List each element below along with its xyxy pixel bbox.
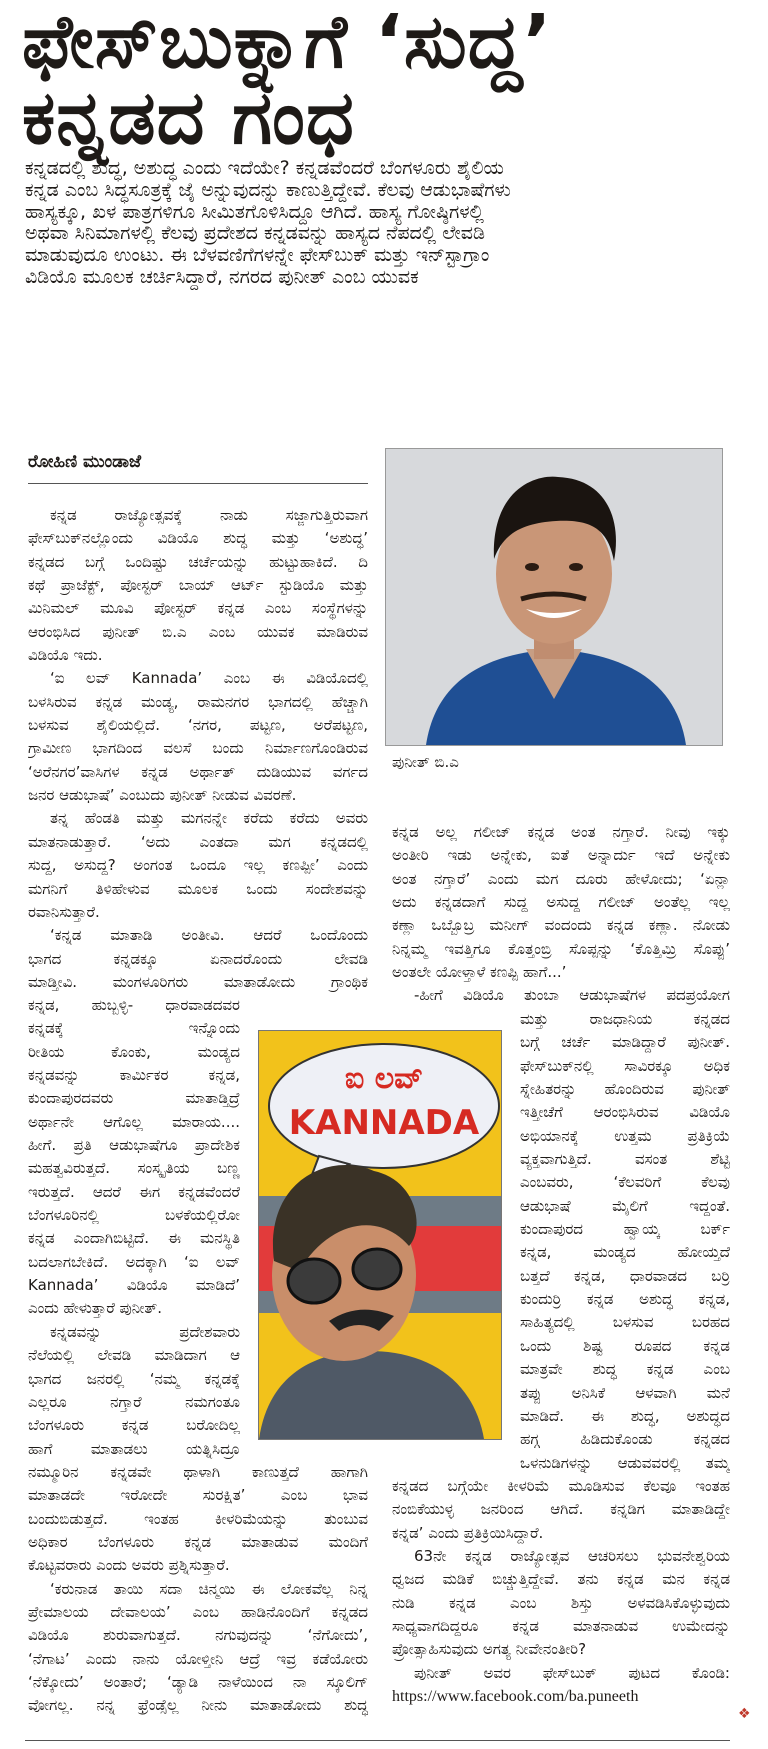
article-line: ಮಾತ್ರವೇ ಶುದ್ಧ ಕನ್ನಡ ಎಂಬ	[520, 1360, 730, 1379]
article-line: ಕನ್ನಡದ ಬಗ್ಗೆ ಒಂದಿಷ್ಟು ಚರ್ಚೆಯನ್ನು ಹುಟ್ಟುಹಾಕಿದೆ. ದಿ	[28, 552, 368, 571]
article-line: ವ್ಯಕ್ತವಾಗುತ್ತಿದೆ. ವಸಂತ ಶೆಟ್ಟಿ	[520, 1150, 730, 1169]
headline-line-1: ಫೇಸ್‌ಬುಕ್ನಾಗೆ ‘ಸುದ್ದ’	[22, 0, 553, 85]
article-line: ಎಂದು ಹೇಳುತ್ತಾರೆ ಪುನೀತ್.	[28, 1299, 163, 1318]
article-line: ಭಾಗದ ಕನ್ನಡಕ್ಕೂ ಏನಾದರೊಂದು ಲೇವಡಿ	[28, 949, 368, 968]
left-column-text-top	[28, 504, 368, 994]
article-line: ಕೊಟ್ಟವರಾರು ಎಂದು ಅವರು ಪ್ರಶ್ನಿಸುತ್ತಾರೆ.	[28, 1556, 230, 1575]
article-line: ವಿಡಿಯೊ ಶುರುವಾಗುತ್ತದೆ. ನಗುವುದನ್ನು ‘ನೆಗೋದು’,	[28, 1626, 368, 1645]
article-line: ಸಾಹಿತ್ಯದಲ್ಲಿ ಬಳಸುವ ಬರಹದ	[520, 1313, 730, 1332]
article-line: ಕುಂದಾಪುರದವರು ಮಾತಾಡ್ತಿದ್ರೆ	[28, 1089, 240, 1108]
article-line: ‘ಐ ಲವ್ Kannada’ ಎಂಬ ಈ ವಿಡಿಯೊದಲ್ಲಿ	[50, 669, 368, 688]
article-line: ವೋಗಲ್ಲ. ನನ್ನ ಫ್ರೆಂಡ್ಸೆಲ್ಲ ನೀನು ಮಾತಾಡೋದು ಶುದ್ಧ	[28, 1696, 368, 1715]
article-line: ಮತ್ತು ರಾಜಧಾನಿಯ ಕನ್ನಡದ	[520, 1010, 730, 1028]
article-line: ಅಂತಲೇ ಯೋಳ್ತಾಳೆ ಕಣಪ್ಪಿ ಹಾಗೆ...’	[392, 963, 567, 982]
article-line: ಆರಂಭಿಸಿದ ಪುನೀತ್ ಬಿ.ಎ ಎಂಬ ಯುವಕ ಮಾಡಿರುವ	[28, 622, 368, 641]
article-line: ಅಭಿಯಾನಕ್ಕೆ ಉತ್ತಮ ಪ್ರತಿಕ್ರಿಯೆ	[520, 1126, 730, 1145]
article-line: ಹಗ್ಗ ಹಿಡಿದುಕೊಂಡು ಕನ್ನಡದ	[520, 1430, 730, 1449]
left-column-text-bottom	[28, 1461, 368, 1718]
article-line: ಕನ್ನಡ, ಮಂಡ್ಯದ ಹೋಯ್ತದೆ	[520, 1243, 730, 1262]
article-line: ಸಾಧ್ಯವಾಗದಿದ್ದರೂ ಕನ್ನಡ ಮಾತನಾಡುವ ಉಮೇದನ್ನು	[392, 1617, 730, 1636]
article-line: ಬಳಸುವ ಶೈಲಿಯಲ್ಲಿದೆ. ‘ನಗರ, ಪಟ್ಟಣ, ಅರೆಪಟ್ಟಣ,	[28, 716, 368, 735]
article-line: ಜನರ ಆಡುಭಾಷೆ’ ಎಂಬುದು ಪುನೀತ್ ನೀಡುವ ವಿವರಣೆ.	[28, 786, 297, 805]
article-line: ಎಲ್ಲರೂ ನಗ್ತಾರೆ ನಮಗಂತೂ	[28, 1392, 240, 1411]
illustration-text-kannada: KANNADA	[288, 1103, 480, 1143]
article-line: ಅಂತೀರಿ ಇಡು ಅನ್ನೇಕು, ಐತೆ ಅನ್ನಾರ್ದು ಇದೆ ಅನ್ನೇಕು	[392, 846, 730, 865]
article-line: ಕನ್ನಡ’ ಎಂದು ಪ್ರತಿಕ್ರಿಯಿಸಿದ್ದಾರೆ.	[392, 1523, 544, 1542]
deck-line: ಮಾಡುವುದೂ ಉಂಟು. ಈ ಬೆಳವಣಿಗೆಗಳನ್ನೇ ಫೇಸ್‌ಬುಕ್ ಮತ್ತು ಇನ್‌ಸ್ಟಾಗ್ರಾಂ	[25, 244, 490, 267]
article-line: ಅರ್ಥಾನೇ ಆಗೊಲ್ಲ ಮಾರಾಯ....	[28, 1112, 240, 1131]
article-line: ಕುಂದುರ್ರಿ ಕನ್ನಡ ಅಶುದ್ಧ ಕನ್ನಡ,	[520, 1290, 730, 1309]
byline: ರೋಹಿಣಿ ಮುಂಡಾಜೆ	[28, 452, 142, 472]
article-line: ‘ನೆಗಾಟ’ ಎಂದು ನಾನು ಯೋಳ್ತೀನಿ ಆದ್ರೆ ಇವ್ರ ಕಡೆಯೋರು	[28, 1649, 368, 1668]
article-line: ಇರುತ್ತದೆ. ಆದರೆ ಈಗ ಕನ್ನಡವೆಂದರೆ	[28, 1182, 240, 1201]
article-line: ‘ಕರುನಾಡ ತಾಯಿ ಸದಾ ಚಿನ್ಮಯಿ ಈ ಲೋಕವೆಲ್ಲ ನಿನ್ನ	[50, 1579, 368, 1598]
illustration-text-i-love: ಐ ಲವ್	[344, 1061, 424, 1096]
article-line: ಇತ್ತೀಚೆಗೆ ಆರಂಭಿಸಿರುವ ವಿಡಿಯೊ	[520, 1103, 730, 1122]
article-line: ಕನ್ನಡ ರಾಜ್ಯೋತ್ಸವಕ್ಕೆ ನಾಡು ಸಜ್ಜಾಗುತ್ತಿರುವಾಗ	[50, 506, 368, 524]
article-line: ಪ್ರೋತ್ಸಾಹಿಸುವುದು ಅಗತ್ಯ ನೀವೇನಂತೀರಿ?	[392, 1640, 587, 1659]
article-line: ಒಂದು ಶಿಷ್ಟ ರೂಪದ ಕನ್ನಡ	[520, 1336, 730, 1355]
article-line: ಕನ್ನಡ ಎಂದಾಗಿಬಿಟ್ಟಿದೆ. ಈ ಮನಸ್ಥಿತಿ	[28, 1229, 240, 1248]
article-line: 63ನೇ ಕನ್ನಡ ರಾಜ್ಯೋತ್ಸವ ಆಚರಿಸಲು ಭುವನೇಶ್ವರಿಯ	[414, 1547, 730, 1566]
article-deck	[25, 158, 705, 289]
article-line: ತಪ್ಪು ಅನಿಸಿಕೆ ಆಳವಾಗಿ ಮನೆ	[520, 1383, 730, 1402]
left-column-text-wrapped	[28, 994, 240, 1461]
end-ornament-icon: ❖	[738, 1706, 751, 1722]
byline-divider	[28, 483, 368, 484]
article-line: ಕನ್ನಡದ ಬಗ್ಗೆಯೇ ಕೀಳರಿಮೆ ಮೂಡಿಸುವ ಕೆಲವೂ ಇಂತಹ	[392, 1477, 730, 1495]
article-line: ತನ್ನ ಹೆಂಡತಿ ಮತ್ತು ಮಗನನ್ನೇ ಕರೆದು ಕರೆದು ಅವರು	[50, 809, 368, 828]
article-line: ‘ಕನ್ನಡ ಮಾತಾಡಿ ಅಂತೀವಿ. ಆದರೆ ಒಂದೊಂದು	[50, 926, 368, 945]
headline-line-2: ಕನ್ನಡದ ಗಂಧ	[22, 75, 355, 161]
article-line: ಕನ್ನಡಕ್ಕೆ ಇನ್ನೊಂದು	[28, 1019, 240, 1038]
deck-line: ಅಥವಾ ಸಿನಿಮಾಗಳಲ್ಲಿ ಕೆಲವು ಪ್ರದೇಶದ ಕನ್ನಡವನ್ನು ಹಾಸ್ಯದ ನೆಪದಲ್ಲಿ ಲೇವಡಿ	[25, 222, 485, 245]
article-line: ಬದಲಾಗಬೇಕಿದೆ. ಅದಕ್ಕಾಗಿ ‘ಐ ಲವ್	[28, 1252, 240, 1271]
article-line: ಕಣ್ಲಾ ಒಬ್ಬೊಬ್ರ ಮನೀಗ್ ವಂದಂದು ಕನ್ನಡ ಕಣ್ಲಾ. ನೋಡು	[392, 916, 730, 935]
article-line: ಭಾಗದ ಜನರಲ್ಲಿ ‘ನಮ್ಮ ಕನ್ನಡಕ್ಕೆ	[28, 1369, 240, 1388]
deck-line: ಹಾಸ್ಯಕ್ಕೂ, ಖಳ ಪಾತ್ರಗಳಿಗೂ ಸೀಮಿತಗೊಳಿಸಿದ್ದೂ ಆಗಿದೆ. ಹಾಸ್ಯ ಗೋಷ್ಠಿಗಳಲ್ಲಿ	[25, 200, 484, 223]
article-line: Kannada’ ವಿಡಿಯೊ ಮಾಡಿದೆ’	[28, 1276, 240, 1295]
article-line: ರೀತಿಯ ಕೊಂಕು, ಮಂಡ್ಯದ	[28, 1042, 240, 1061]
article-line: ಮಾಡಿದೆ. ಈ ಶುದ್ಧ, ಅಶುದ್ಧದ	[520, 1406, 730, 1425]
article-line: ‘ಅರೆನಗರ’ವಾಸಿಗಳ ಕನ್ನಡ ಅರ್ಥಾತ್ ದುಡಿಯುವ ವರ್ಗದ	[28, 762, 368, 781]
article-line: ಗ್ರಾಮೀಣ ಭಾಗದಿಂದ ವಲಸೆ ಬಂದು ನಿರ್ಮಾಣಗೊಂಡಿರುವ	[28, 739, 368, 758]
article-line: ಒಳನುಡಿಗಳನ್ನು ಆಡುವವರಲ್ಲಿ ತಮ್ಮ	[520, 1453, 730, 1472]
article-line: ಸುದ್ದ, ಅಸುದ್ದ? ಅಂಗಂತ ಒಂದೂ ಇಲ್ಲ ಕಣಪ್ಪೀ’ ಎಂದು	[28, 856, 368, 875]
article-line: ಕನ್ನಡವನ್ನು ಕಾರ್ಮಿಕರ ಕನ್ನಡ,	[28, 1066, 240, 1085]
article-line: ನುಡಿ ಕನ್ನಡ ಎಂಬ ಶಿಸ್ತು ಅಳವಡಿಸಿಕೊಳ್ಳುವುದು	[392, 1593, 730, 1612]
article-line: ಬಂದುಬಿಡುತ್ತದೆ. ಇಂತಹ ಕೀಳರಿಮೆಯನ್ನು ತುಂಬುವ	[28, 1509, 368, 1528]
article-line: ವಿಡಿಯೊ ಇದು.	[28, 646, 103, 665]
article-line: ಹಾಗೆ ಮಾತಾಡಲು ಯತ್ನಿಸಿದ್ರೂ	[28, 1439, 240, 1458]
article-line: ನಂಬಿಕೆಯುಳ್ಳ ಜನರಿಂದ ಆಗಿದೆ. ಕನ್ನಡಿಗ ಮಾತಾಡಿದ್ದೇ	[392, 1500, 730, 1519]
article-line: ಫೇಸ್‌ಬುಕ್‌ನಲ್ಲೊಂದು ವಿಡಿಯೊ ಶುದ್ಧ ಮತ್ತು ‘ಅಶುದ್ಧ’	[28, 529, 368, 548]
article-line: -ಹೀಗೆ ವಿಡಿಯೊ ತುಂಬಾ ಆಡುಭಾಷೆಗಳ ಪದಪ್ರಯೋಗ	[414, 986, 730, 1005]
article-line: ಕಥೆ ಪ್ರಾಜೆಕ್ಟ್, ಪೋಸ್ಟರ್ ಬಾಯ್ ಆರ್ಟ್ ಸ್ಟುಡಿಯೊ ಮತ್ತು	[28, 576, 368, 595]
article-line: ಬೆಂಗಳೂರು ಕನ್ನಡ ಬರೋದಿಲ್ಲ	[28, 1416, 240, 1435]
article-line: ಮಾಡ್ತೀವಿ. ಮಂಗಳೂರಿಗರು ಮಾತಾಡೋದು ಗ್ರಾಂಥಿಕ	[28, 972, 368, 991]
article-line: ಪುನೀತ್ ಅವರ ಫೇಸ್‌ಬುಕ್ ಪುಟದ ಕೊಂಡಿ:	[414, 1663, 730, 1682]
article-line: ಅದು ಕನ್ನಡದಾಗೆ ಸುದ್ದ ಅಸುದ್ದ ಗಲೀಜ್ ಅಂತೆಲ್ಲ ಇಲ್ಲ	[392, 893, 730, 912]
article-line: ಅಂತ ನಗ್ತಾರೆ’ ಎಂದು ಮಗ ದೂರು ಹೇಳೋದು; ‘ಏನ್ಲಾ	[392, 869, 730, 888]
article-line: ನೆಲೆಯಲ್ಲಿ ಲೇವಡಿ ಮಾಡಿದಾಗ ಆ	[28, 1346, 240, 1365]
article-line: ಬೆಂಗಳೂರಿನಲ್ಲಿ ಬಳಕೆಯಲ್ಲಿರೋ	[28, 1206, 240, 1225]
photo-caption: ಪುನೀತ್ ಬಿ.ಎ	[392, 753, 459, 771]
article-line: ಅಧಿಕಾರ ಬೆಂಗಳೂರು ಕನ್ನಡ ಮಾತಾಡುವ ಮಂದಿಗೆ	[28, 1533, 368, 1552]
article-line: ಆಡುಭಾಷೆ ಮೈಲಿಗೆ ಇದ್ದಂತೆ.	[520, 1196, 730, 1215]
article-line: ಎಂಬವರು, ‘ಕೆಲವರಿಗೆ ಕೆಲವು	[520, 1173, 730, 1192]
article-line: ಮಗನಿಗೆ ತಿಳಿಹೇಳುವ ಮೂಲಕ ಒಂದು ಸಂದೇಶವನ್ನು	[28, 879, 368, 898]
article-line: ಮಹತ್ವವಿರುತ್ತದೆ. ಸಂಸ್ಕೃತಿಯ ಬಣ್ಣ	[28, 1159, 240, 1178]
article-line: ನಿನ್ನಮ್ಮ ಇವತ್ತಿಗೂ ಕೊತ್ತಂಬ್ರಿ ಸೊಪ್ಪನ್ನು ‘ಕೊತ್ತಿಮ್ರಿ ಸೊಪ್ಪು’	[392, 939, 730, 958]
deck-line: ವಿಡಿಯೊ ಮೂಲಕ ಚರ್ಚಿಸಿದ್ದಾರೆ, ನಗರದ ಪುನೀತ್ ಎಂಬ ಯುವಕ	[25, 265, 419, 288]
article-line: ನಮ್ಮೂರಿನ ಕನ್ನಡವೇ ಥಾಳಾಗಿ ಕಾಣುತ್ತದೆ ಹಾಗಾಗಿ	[28, 1463, 368, 1481]
article-line: ಹೀಗೆ. ಪ್ರತಿ ಆಡುಭಾಷೆಗೂ ಪ್ರಾದೇಶಿಕ	[28, 1136, 240, 1155]
article-line: ಫೇಸ್‌ಬುಕ್‌ನಲ್ಲಿ ಸಾವಿರಕ್ಕೂ ಅಧಿಕ	[520, 1056, 730, 1075]
article-line: ಬತ್ತದೆ ಕನ್ನಡ, ಧಾರವಾಡದ ಬರ್ರಿ	[520, 1266, 730, 1285]
article-line: ‘ನೆಕ್ಕೋದು’ ಅಂತಾರೆ; ‘ಡ್ಯಾಡಿ ನಾಳೆಯಿಂದ ನಾ ಸ್ಕೂಲಿಗ್	[28, 1673, 368, 1692]
bottom-divider	[25, 1740, 730, 1741]
article-line: ಧ್ವಜದ ಮಡಿಕೆ ಬಿಚ್ಚುತ್ತಿದ್ದೇವೆ. ತನು ಕನ್ನಡ ಮನ ಕನ್ನಡ	[392, 1570, 730, 1589]
article-line: ಬಗ್ಗೆ ಚರ್ಚೆ ಮಾಡಿದ್ದಾರೆ ಪುನೀತ್.	[520, 1033, 730, 1052]
right-column-text-wrapped	[520, 1008, 730, 1475]
article-line: ಕುಂದಾಪುರದ ಹ್ವಾಯ್ಕ ಬರ್ಕ್	[520, 1220, 730, 1239]
article-line: ಪ್ರೇಮಾಲಯ ದೇವಾಲಯ’ ಎಂಬ ಹಾಡಿನೊಂದಿಗೆ ಕನ್ನಡದ	[28, 1603, 368, 1622]
article-line: ರವಾನಿಸುತ್ತಾರೆ.	[28, 902, 100, 921]
puneeth-photo	[385, 448, 723, 746]
i-love-kannada-illustration	[258, 1030, 502, 1440]
article-line: ಕನ್ನಡ, ಹುಬ್ಬಳ್ಳಿ- ಧಾರವಾಡದವರ	[28, 996, 240, 1014]
deck-line: ಕನ್ನಡದಲ್ಲಿ ಶುದ್ಧ, ಅಶುದ್ಧ ಎಂದು ಇದೆಯೇ? ಕನ್ನಡವೆಂದರೆ ಬೆಂಗಳೂರು ಶೈಲಿಯ	[25, 157, 504, 179]
article-line: ಮಿನಿಮಲ್ ಮೂವಿ ಪೋಸ್ಟರ್ ಕನ್ನಡ ಎಂಬ ಸಂಸ್ಥೆಗಳನ್ನು	[28, 599, 368, 618]
article-line: ಕನ್ನಡ ಅಲ್ಲ ಗಲೀಜ್ ಕನ್ನಡ ಅಂತ ನಗ್ತಾರೆ. ನೀವು ಇಕ್ಕು	[392, 823, 730, 841]
article-line: ಮಾತಾಡದೇ ಇರೋದೇ ಸುರಕ್ಷಿತ’ ಎಂಬ ಭಾವ	[28, 1486, 368, 1505]
deck-line: ಕನ್ನಡ ಎಂಬ ಸಿದ್ಧಸೂತ್ರಕ್ಕೆ ಜೈ ಅನ್ನುವುದನ್ನು ಕಾಣುತ್ತಿದ್ದೇವೆ. ಕೆಲವು ಆಡುಭಾಷೆಗಳು	[25, 178, 511, 201]
right-column-text-top	[392, 821, 730, 1008]
facebook-link[interactable]: https://www.facebook.com/ba.puneeth	[392, 1688, 639, 1706]
article-line: ಕನ್ನಡವನ್ನು ಪ್ರದೇಶವಾರು	[50, 1322, 240, 1341]
article-line: ಬಳಸಿರುವ ಕನ್ನಡ ಮಂಡ್ಯ, ರಾಮನಗರ ಭಾಗದಲ್ಲಿ ಹೆಚ್ಚಾಗಿ	[28, 692, 368, 711]
article-line: ಮಾತನಾಡುತ್ತಾರೆ. ‘ಅದು ಎಂತದಾ ಮಗ ಕನ್ನಡದಲ್ಲಿ	[28, 832, 368, 851]
article-line: ಸ್ನೇಹಿತರನ್ನು ಹೊಂದಿರುವ ಪುನೀತ್	[520, 1080, 730, 1099]
right-column-text-bottom	[392, 1475, 730, 1708]
